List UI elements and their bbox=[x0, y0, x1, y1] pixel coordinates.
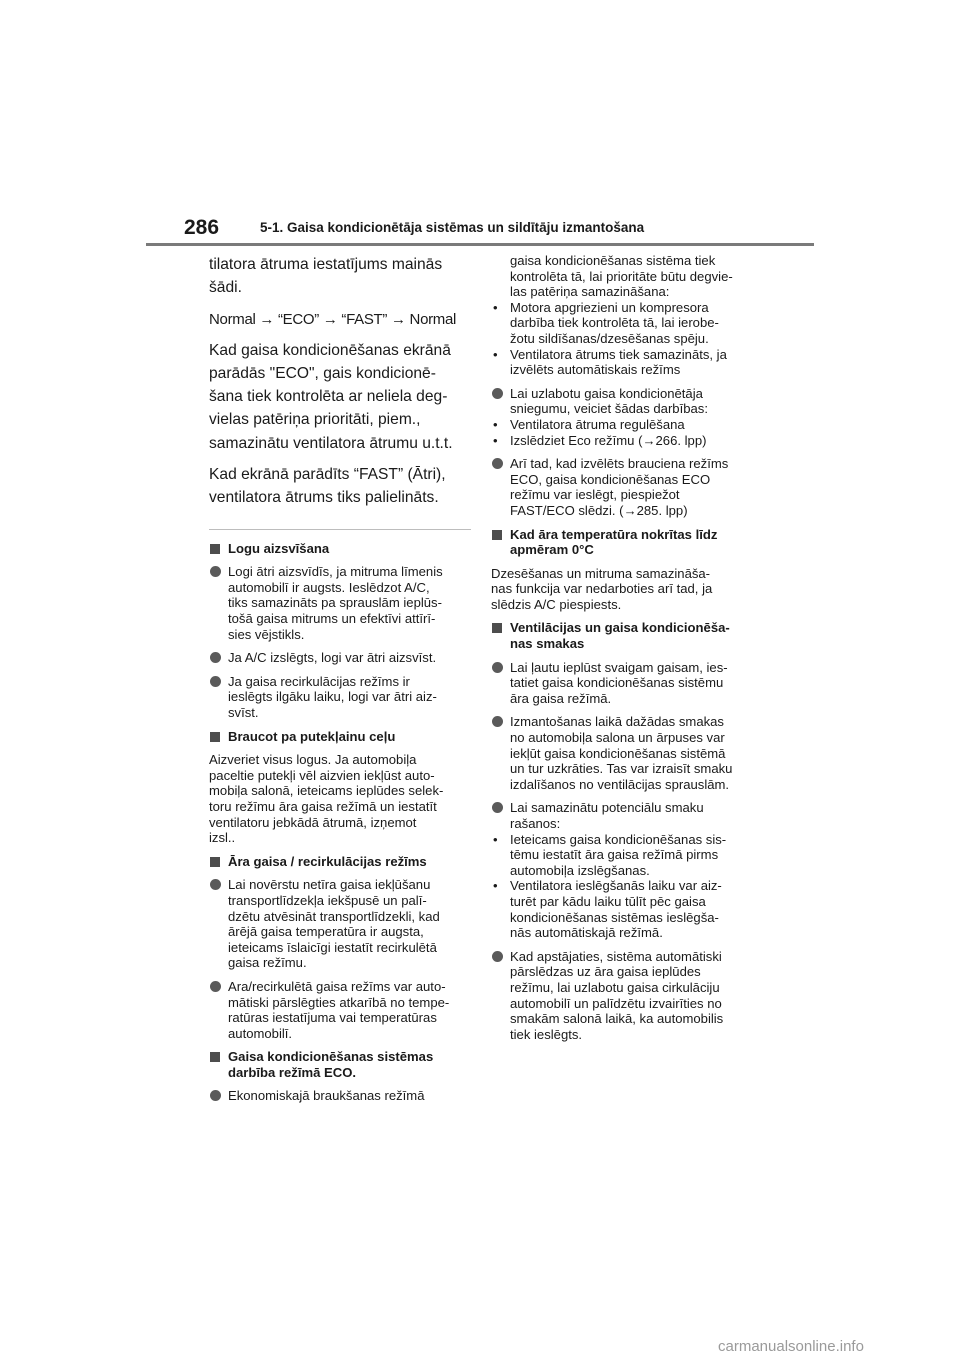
text-line: ratūras iestatījuma vai temperatūras bbox=[228, 1010, 437, 1026]
circle-bullet-item bbox=[491, 456, 759, 518]
page-reference: FAST/ECO slēdzi. (→285. lpp) bbox=[510, 502, 688, 518]
circle-bullet-item bbox=[209, 564, 471, 642]
text-line: darbība tiek kontrolēta tā, lai ierobe- bbox=[510, 315, 719, 331]
circle-bullet-icon bbox=[210, 652, 221, 663]
section-heading-low-temperature bbox=[491, 527, 759, 558]
text-line: vielas patēriņa prioritāti, piem., bbox=[209, 411, 421, 429]
circle-bullet-icon bbox=[492, 716, 503, 727]
text-line: Ventilatora ieslēgšanās laiku var aiz- bbox=[510, 878, 722, 894]
dot-bullet-icon: • bbox=[493, 432, 498, 448]
text-line: Lai novērstu netīra gaisa iekļūšanu bbox=[228, 877, 431, 893]
text-line: transportlīdzekļa iekšpusē un palī- bbox=[228, 892, 427, 908]
text-line: tilatora ātruma iestatījums mainās bbox=[209, 256, 443, 273]
intro-text bbox=[209, 253, 471, 300]
text-line: turēt par kādu laiku tūlīt pēc gaisa bbox=[510, 893, 706, 909]
text-line: las patēriņa samazināšana: bbox=[510, 284, 670, 300]
circle-bullet-item bbox=[209, 674, 471, 721]
text-line: Ara/recirkulētā gaisa režīms var auto- bbox=[228, 978, 446, 994]
circle-bullet-icon bbox=[210, 981, 221, 992]
heading-text: Kad āra temperatūra nokrītas līdz bbox=[510, 526, 718, 542]
text-line: mātiski pārslēgties atkarībā no tempe- bbox=[228, 994, 450, 1010]
text-line: paceltie putekļi vēl aizvien iekļūst auto- bbox=[209, 767, 435, 783]
text-line: Aizveriet visus logus. Ja automobiļa bbox=[209, 752, 417, 768]
circle-bullet-icon bbox=[210, 1090, 221, 1101]
text-line: Ventilatora ātrums tiek samazināts, ja bbox=[510, 346, 727, 362]
text-line: izsl.. bbox=[209, 830, 236, 846]
text-line: gaisa kondicionēšanas sistēma tiek bbox=[510, 253, 716, 268]
circle-bullet-item bbox=[209, 877, 471, 971]
text-line: Ja A/C izslēgts, logi var ātri aizsvīst. bbox=[228, 650, 437, 666]
text-line: ventilatora ātrums tiks palielināts. bbox=[209, 489, 439, 507]
heading-text: Gaisa kondicionēšanas sistēmas bbox=[228, 1049, 434, 1065]
mode-sequence: Normal → “ECO” → “FAST” → Normal bbox=[209, 310, 457, 328]
text-line: pārslēdzas uz āra gaisa ieplūdes bbox=[510, 964, 701, 980]
text-line: tošā gaisa mitrums un efektīvi attīrī- bbox=[228, 611, 436, 627]
text-line: un tur uzkrāties. Tas var izraisīt smaku bbox=[510, 761, 733, 777]
left-column bbox=[209, 253, 471, 1112]
text-line: nās automātiskajā režīmā. bbox=[510, 925, 663, 941]
text-line: Kad ekrānā parādīts “FAST” (Ātri), bbox=[209, 466, 446, 484]
right-column bbox=[491, 253, 759, 1050]
page-header bbox=[146, 212, 814, 246]
dot-bullet-icon: • bbox=[493, 416, 498, 432]
text-line: mobiļa salonā, ieteicams ieplūdes selek- bbox=[209, 783, 444, 799]
text-line: Ja gaisa recirkulācijas režīms ir bbox=[228, 673, 410, 689]
low-temperature-paragraph bbox=[491, 566, 759, 613]
text-line: šana tiek kontrolēta ar neliela deg- bbox=[209, 388, 448, 406]
circle-bullet-item bbox=[491, 949, 759, 1043]
text-line: ieteicams īslaicīgi iestatīt recirkulētā bbox=[228, 939, 437, 955]
sub-bullet-item bbox=[491, 832, 759, 879]
text-line: Ventilatora ātruma regulēšana bbox=[510, 416, 685, 432]
text-line: ventilatoru jebkādā ātrumā, izņemot bbox=[209, 814, 417, 830]
circle-bullet-item bbox=[491, 714, 759, 792]
text-line: āra gaisa režīmā. bbox=[510, 690, 612, 706]
text-line: ieslēgts ilgāku laiku, logi var ātri aiz- bbox=[228, 689, 437, 705]
text-line: ECO, gaisa kondicionēšanas ECO bbox=[510, 471, 711, 487]
text-line: parādās "ECO", gais kondicionē- bbox=[209, 364, 436, 382]
circle-bullet-icon bbox=[210, 879, 221, 890]
square-bullet-icon bbox=[210, 732, 220, 742]
text-line: žotu sildīšanas/dzesēšanas spēju. bbox=[510, 330, 709, 346]
text-line: iekļūt gaisa kondicionēšanas sistēmā bbox=[510, 745, 726, 761]
text-line: no automobiļa salona un ārpuses var bbox=[510, 730, 725, 746]
sub-bullet-item bbox=[491, 300, 759, 347]
text-line: režīmu var ieslēgt, piespiežot bbox=[510, 487, 680, 503]
dot-bullet-icon: • bbox=[493, 346, 498, 362]
continued-text bbox=[491, 253, 759, 300]
text-line: kondicionēšanas sistēmas ieslēgša- bbox=[510, 909, 719, 925]
text-line: Kad apstājaties, sistēma automātiski bbox=[510, 948, 722, 964]
circle-bullet-item bbox=[209, 979, 471, 1041]
circle-bullet-item bbox=[209, 650, 471, 666]
text-line: Motora apgriezieni un kompresora bbox=[510, 299, 709, 315]
circle-bullet-icon bbox=[492, 802, 503, 813]
text-line: kontrolēta tā, lai prioritāte būtu degvie- bbox=[510, 268, 733, 284]
text-line: tiek ieslēgts. bbox=[510, 1026, 583, 1042]
section-heading-dusty-road bbox=[209, 729, 471, 745]
text-line: sniegumu, veiciet šādas darbības: bbox=[510, 401, 708, 417]
square-bullet-icon bbox=[210, 544, 220, 554]
text-line: Logi ātri aizsvīdīs, ja mitruma līmenis bbox=[228, 564, 443, 580]
sub-bullet-item bbox=[491, 417, 759, 433]
sub-bullet-item bbox=[491, 433, 759, 449]
heading-text: Āra gaisa / recirkulācijas režīms bbox=[228, 853, 427, 869]
circle-bullet-item bbox=[209, 1088, 471, 1104]
square-bullet-icon bbox=[492, 530, 502, 540]
text-line: tatiet gaisa kondicionēšanas sistēmu bbox=[510, 675, 724, 691]
text-line: Lai uzlabotu gaisa kondicionētāja bbox=[510, 385, 703, 401]
text-line: izdalīšanos no ventilācijas sprauslām. bbox=[510, 776, 730, 792]
text-line: slēdzis A/C piespiests. bbox=[491, 596, 622, 612]
section-heading-eco-mode bbox=[209, 1049, 471, 1080]
square-bullet-icon bbox=[492, 623, 502, 633]
text-line: samazinātu ventilatora ātrumu u.t.t. bbox=[209, 434, 453, 452]
text-line: rašanos: bbox=[510, 816, 561, 831]
dot-bullet-icon: • bbox=[493, 831, 498, 847]
circle-bullet-icon bbox=[492, 458, 503, 469]
circle-bullet-item bbox=[491, 386, 759, 417]
fast-paragraph bbox=[209, 463, 471, 510]
section-heading-window-fogging bbox=[209, 541, 471, 557]
text-line: nas funkcija var nedarboties arī tad, ja bbox=[491, 581, 713, 597]
section-heading-odors bbox=[491, 620, 759, 651]
heading-text: apmēram 0°C bbox=[510, 542, 594, 558]
chapter-title: 5-1. Gaisa kondicionētāja sistēmas un sildītāju izmantošana bbox=[260, 220, 645, 235]
page-number: 286 bbox=[184, 216, 220, 239]
heading-text: Logu aizsvīšana bbox=[228, 540, 330, 556]
text-line: Ieteicams gaisa kondicionēšanas sis- bbox=[510, 831, 727, 847]
text-line: tēmu iestatīt āra gaisa režīmā pirms bbox=[510, 847, 719, 863]
dot-bullet-icon: • bbox=[493, 299, 498, 315]
square-bullet-icon bbox=[210, 1052, 220, 1062]
circle-bullet-icon bbox=[492, 662, 503, 673]
section-divider bbox=[209, 529, 471, 530]
square-bullet-icon bbox=[210, 857, 220, 867]
text-line: Lai samazinātu potenciālu smaku bbox=[510, 800, 704, 816]
circle-bullet-icon bbox=[492, 388, 503, 399]
text-line: automobiļa izslēgšanas. bbox=[510, 862, 650, 878]
circle-bullet-item bbox=[491, 800, 759, 831]
text-line: izvēlēts automātiskais režīms bbox=[510, 362, 681, 378]
dusty-road-paragraph bbox=[209, 752, 471, 846]
text-line: šādi. bbox=[209, 279, 242, 297]
circle-bullet-icon bbox=[210, 676, 221, 687]
dot-bullet-icon: • bbox=[493, 878, 498, 894]
text-line: automobilī un palīdzētu izvairīties no bbox=[510, 995, 722, 1011]
text-line: Kad gaisa kondicionēšanas ekrānā bbox=[209, 341, 451, 359]
section-heading-air-mode bbox=[209, 854, 471, 870]
heading-text: darbība režīmā ECO. bbox=[228, 1064, 357, 1080]
text-line: automobilī ir augsts. Ieslēdzot A/C, bbox=[228, 579, 430, 595]
text-line: dzētu atvēsināt transportlīdzekli, kad bbox=[228, 908, 440, 924]
text-line: tiks samazināts pa sprauslām ieplūs- bbox=[228, 595, 442, 611]
text-line: Izmantošanas laikā dažādas smakas bbox=[510, 714, 724, 730]
text-line: sies vējstikls. bbox=[228, 626, 305, 642]
text-line: Arī tad, kad izvēlēts brauciena režīms bbox=[510, 456, 729, 472]
heading-text: Braucot pa putekļainu ceļu bbox=[228, 728, 396, 744]
text-line: svīst. bbox=[228, 705, 259, 721]
circle-bullet-icon bbox=[210, 566, 221, 577]
eco-paragraph bbox=[209, 339, 471, 455]
text-line: automobilī. bbox=[228, 1025, 293, 1041]
text-line: toru režīmu āra gaisa režīmā un iestatīt bbox=[209, 798, 437, 814]
text-line: Ekonomiskajā braukšanas režīmā bbox=[228, 1088, 425, 1104]
circle-bullet-item bbox=[491, 660, 759, 707]
text-line: režīmu, lai uzlabotu gaisa cirkulāciju bbox=[510, 979, 720, 995]
sub-bullet-item bbox=[491, 347, 759, 378]
text-line: smakām salonā laikā, ka automobilis bbox=[510, 1011, 724, 1027]
text-line: ārējā gaisa temperatūra ir augsta, bbox=[228, 924, 424, 940]
page-reference: Izslēdziet Eco režīmu (→266. lpp) bbox=[510, 432, 707, 448]
heading-text: Ventilācijas un gaisa kondicionēša- bbox=[510, 620, 730, 636]
heading-text: nas smakas bbox=[510, 636, 585, 652]
sub-bullet-item bbox=[491, 878, 759, 940]
header-rule bbox=[146, 243, 814, 246]
text-line: gaisa režīmu. bbox=[228, 955, 307, 971]
watermark: carmanualsonline.info bbox=[718, 1338, 864, 1355]
text-line: Lai ļautu ieplūst svaigam gaisam, ies- bbox=[510, 659, 728, 675]
text-line: Dzesēšanas un mitruma samazināša- bbox=[491, 565, 711, 581]
circle-bullet-icon bbox=[492, 951, 503, 962]
